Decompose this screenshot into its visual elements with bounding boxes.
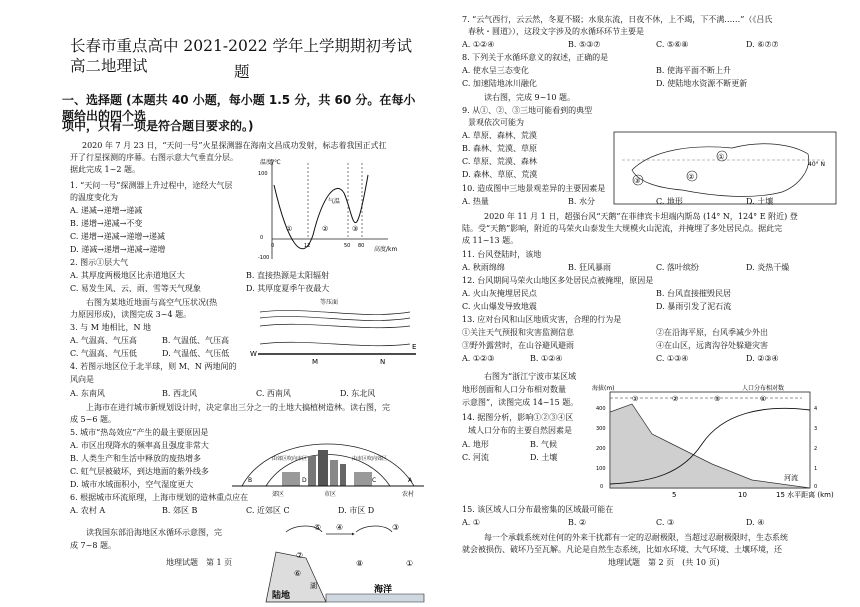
atm-xtick-80: 80	[358, 243, 365, 249]
question-8: 8. 下列关于水循环意义的叙述，正确的是	[462, 53, 609, 62]
option-13c: C. ①③④	[656, 354, 689, 363]
option-14a: A. 地形	[462, 440, 489, 449]
option-1b: B. 递增→递减→不变	[70, 219, 143, 228]
profile-rtick-0: 0	[814, 484, 818, 490]
question-6: 6. 根据城市环流原理，上海市规划的造林重点应在	[70, 493, 249, 502]
profile-ytick-400: 400	[596, 406, 606, 412]
option-14d: D. 土壤	[530, 453, 558, 462]
intro-3-4: 右图为某地近地面与高空气压状况(热	[86, 298, 218, 307]
map-point-3: ③	[634, 177, 641, 185]
option-13b: B. ①②④	[530, 354, 563, 363]
option-4a: A. 东南风	[70, 389, 105, 398]
intro-14-15b: 地形剖面和人口分布相对数量	[462, 385, 566, 394]
option-10d: D. 土壤	[746, 197, 774, 206]
option-9c: C. 草原、荒漠、森林	[462, 157, 537, 166]
option-11a: A. 秋雨绵绵	[462, 263, 505, 272]
option-5a: A. 市区出现降水的频率高且强度非常大	[70, 441, 209, 450]
water-4: ④	[336, 523, 344, 532]
city-c: C	[372, 477, 377, 484]
dome-label-left: 由郊区吹向市区	[272, 456, 308, 462]
profile-zone-2: ②	[672, 395, 679, 403]
option-14b: B. 气候	[530, 440, 557, 449]
intro-9-10: 读右图，完成 9~10 题。	[484, 93, 576, 102]
option-4b: B. 西北风	[162, 389, 197, 398]
question-5: 5. 城市“热岛效应”产生的最主要原因是	[70, 428, 209, 437]
intro-11-13: 2020 年 11 月 1 日，超强台风“天鹅”在菲律宾卡坦端内斯岛 (14° N，124° E 附近) 登	[484, 212, 798, 221]
atmosphere-layers-figure	[258, 155, 418, 267]
option-6a: A. 农村 A	[70, 506, 106, 515]
profile-ytick-300: 300	[596, 426, 606, 432]
option-12b: B. 台风直接摧毁民居	[656, 289, 731, 298]
china-map-figure	[612, 130, 838, 206]
profile-zone-1: ①	[632, 395, 639, 403]
option-10c: C. 地形	[656, 197, 683, 206]
option-6d: D. 市区 D	[338, 506, 375, 515]
intro-11-13b: 陆。受“天鹅”影响，附近的马荣火山泰发生大规模火山泥流，并掩埋了多处居民点。据此完	[462, 224, 783, 233]
profile-xtick-10: 10	[738, 491, 747, 499]
intro-14-15c: 示意图”，读图完成 14~15 题。	[462, 398, 579, 407]
water-8: ⑧	[356, 559, 364, 568]
intro-7-8b: 成 7~8 题。	[70, 541, 116, 550]
water-lake: 湖	[310, 582, 317, 590]
option-1a: A. 递减→递增→递减	[70, 206, 143, 215]
intro-3-4b: 力原因形成)，读图完成 3~4 题。	[70, 310, 192, 319]
heat-island-figure	[232, 420, 424, 500]
option-3b: B. 气温低、气压高	[162, 336, 229, 345]
intro-11-13c: 成 11~13 题。	[462, 236, 519, 245]
question-9: 9. 从①、②、③三地可能看到的典型	[462, 106, 593, 115]
atm-xtick-12: 12	[304, 243, 311, 249]
city-rural: 农村	[402, 491, 415, 498]
city-urban: 市区	[324, 491, 337, 498]
option-8d: D. 使陆地水资源不断更新	[656, 79, 748, 88]
atm-tick-0: 0	[260, 235, 264, 241]
profile-ytick-0: 0	[600, 484, 604, 490]
profile-zone-3: ③	[714, 395, 721, 403]
option-5d: D. 城市水域面积小，空气湿度更大	[70, 480, 194, 489]
profile-rtick-3: 3	[814, 426, 818, 432]
passage-16-line2: 就会被损伤、破坏乃至瓦解。凡论是自然生态系统，比如水环境、大气环境、土壤环境，还	[462, 545, 782, 554]
option-10b: B. 水分	[568, 197, 595, 206]
question-7b: 春秋・圆道》），这段文字涉及的水循环环节主要是	[468, 27, 644, 36]
city-suburb: 郊区	[272, 491, 285, 498]
option-3d: D. 气温低、气压低	[162, 349, 230, 358]
section-heading-line1: 一、选择题 (本题共 40 小题，每小题 1.5 分，共 60 分。在每小题给出的四个选	[62, 93, 416, 123]
option-3c: C. 气温高、气压低	[70, 349, 137, 358]
option-2a: A. 其厚度两极地区比赤道地区大	[70, 271, 185, 280]
intro-1-2c: 据此完成 1~2 题。	[70, 165, 140, 174]
statement-13-3: ③野外露营时，在山谷避风避雨	[462, 341, 574, 350]
water-7: ⑦	[296, 551, 304, 560]
profile-xlabel: 15 水平距离 (km)	[776, 491, 834, 499]
question-14b: 域人口分布的主要自然因素是	[468, 426, 572, 435]
option-4c: C. 西南风	[256, 389, 291, 398]
option-8c: C. 加速陆地冰川融化	[462, 79, 537, 88]
atm-layer-2: ②	[322, 225, 329, 233]
water-land: 陆地	[272, 591, 291, 601]
option-12a: A. 火山灰掩埋居民点	[462, 289, 537, 298]
option-2c: C. 易发生风、云、雨、雪等天气现象	[70, 284, 201, 293]
intro-1-2: 2020 年 7 月 23 日，“天问一号”火星探测器在海南文昌成功发射，标志着我国正式扛	[82, 141, 387, 150]
option-7a: A. ①②④	[462, 40, 495, 49]
question-13: 13. 应对台风和山区地质灾害，合理的行为是	[462, 315, 622, 324]
option-8b: B. 使海平面不断上升	[656, 66, 731, 75]
option-15b: B. ②	[568, 518, 587, 527]
atm-layer-1: ①	[286, 225, 293, 233]
option-5b: B. 人类生产和生活中释放的废热增多	[70, 454, 201, 463]
section-heading-line2: 项中，只有一项是符合题目要求的。)	[62, 119, 254, 133]
statement-13-4: ④在山区，远离沟谷处躲避灾害	[656, 341, 768, 350]
water-1: ①	[406, 559, 414, 568]
option-11b: B. 狂风暴雨	[568, 263, 611, 272]
water-cycle-figure	[256, 522, 426, 604]
map-point-2: ②	[688, 173, 695, 181]
option-4d: D. 东北风	[340, 389, 376, 398]
question-12: 12. 台风期间马荣火山地区多处居民点被掩埋，原因是	[462, 276, 654, 285]
footer-page-2: 地理试题 第 2 页 (共 10 页)	[608, 558, 720, 567]
profile-rtick-4: 4	[814, 406, 818, 412]
atm-xlabel: 高度/km	[374, 246, 398, 253]
option-15a: A. ①	[462, 518, 481, 527]
option-11c: C. 落叶缤纷	[656, 263, 699, 272]
question-4: 4. 若图示地区位于北半球，则 M、N 两地间的	[70, 362, 237, 371]
option-9a: A. 草原、森林、荒漠	[462, 131, 537, 140]
question-1: 1. “天问一号”探测器上升过程中，途经大气层	[70, 181, 233, 190]
profile-ylabel-right: 人口分布相对数	[742, 385, 785, 392]
water-6: ⑥	[294, 569, 302, 578]
question-9b: 景观依次可能为	[468, 118, 524, 127]
atm-layer-3: ③	[352, 225, 359, 233]
passage-16-line1: 每一个承载系统对住何的外来干扰都有一定的忍耐极限，当超过忍耐极限时，生态系统	[484, 533, 788, 542]
profile-ytick-200: 200	[596, 446, 606, 452]
option-15c: C. ③	[656, 518, 675, 527]
water-3: ③	[392, 523, 400, 532]
option-9b: B. 森林、荒漠、草原	[462, 144, 537, 153]
intro-7-8: 读我国东部沿海地区水循环示意图，完	[86, 528, 222, 537]
pressure-e: E	[412, 343, 417, 351]
question-7: 7. “云气西行，云云然，冬夏不辍；水泉东流，日夜不休，上不竭，下不满……”（《吕氏	[462, 15, 773, 24]
option-9d: D. 森林、草原、荒漠	[462, 170, 538, 179]
option-12c: C. 火山爆发导致地震	[462, 302, 537, 311]
map-point-1: ①	[718, 153, 725, 161]
dome-label-right: 由市区吹向郊区	[352, 456, 388, 462]
intro-1-2b: 开了行星探测的序幕。右图示意大气垂直分层。	[70, 153, 238, 162]
option-2b: B. 直接热源是太阳辐射	[246, 271, 329, 280]
footer-page-1: 地理试题 第 1 页	[166, 558, 233, 567]
profile-river: 河流	[784, 474, 798, 482]
question-4b: 风向是	[70, 375, 94, 384]
map-latitude: 40° N	[808, 161, 826, 168]
pressure-figure	[250, 296, 420, 366]
profile-zone-4: ④	[760, 395, 767, 403]
question-11: 11. 台风登陆时，该地	[462, 250, 542, 259]
question-3: 3. 与 M 地相比，N 地	[70, 323, 151, 332]
intro-5-6b: 成 5~6 题。	[70, 415, 116, 424]
option-3a: A. 气温高、气压高	[70, 336, 137, 345]
option-7d: D. ⑥⑦⑦	[746, 40, 779, 49]
option-7c: C. ⑤⑥⑧	[656, 40, 689, 49]
question-14: 14. 据图分析，影响①②③④区	[462, 413, 574, 422]
atm-xtick-50: 50	[344, 243, 351, 249]
option-12d: D. 暴雨引发了泥石流	[656, 302, 732, 311]
question-2: 2. 图示①层大气	[70, 258, 129, 267]
option-10a: A. 热量	[462, 197, 489, 206]
atm-ylabel: 温度/℃	[260, 159, 281, 166]
option-7b: B. ⑤③⑦	[568, 40, 601, 49]
atm-tick-neg100: -100	[258, 255, 270, 261]
question-1b: 的温度变化为	[70, 193, 118, 202]
city-a: A	[408, 477, 413, 484]
statement-13-2: ②在沿海平原，台风季减少外出	[656, 328, 768, 337]
atm-temp-label: 气温	[328, 198, 341, 205]
pressure-w: W	[250, 350, 257, 358]
option-8a: A. 使水呈三态变化	[462, 66, 529, 75]
profile-ytick-100: 100	[596, 466, 606, 472]
intro-14-15: 右图为“浙江宁波市某区域	[484, 372, 577, 381]
question-10: 10. 造成图中三地景观差异的主要因素是	[462, 184, 606, 193]
option-1d: D. 递减→递增→递减→递增	[70, 245, 166, 254]
profile-rtick-2: 2	[814, 446, 818, 452]
statement-13-1: ①关注天气预报和灾害监测信息	[462, 328, 574, 337]
isobar-label: 等压面	[320, 299, 339, 306]
intro-5-6: 上海市在进行城市新规划设计时，决定拿出三分之一的土地大搞植树造林。读右图，完	[86, 403, 390, 412]
option-2d: D. 其厚度夏季午夜最大	[246, 284, 330, 293]
option-13d: D. ②③④	[746, 354, 779, 363]
water-ocean: 海洋	[374, 585, 393, 595]
profile-ylabel: 海拔(m)	[592, 385, 615, 392]
option-11d: D. 炎热干燥	[746, 263, 790, 272]
pressure-n: N	[380, 358, 386, 366]
option-13a: A. ①②③	[462, 354, 495, 363]
atm-xtick-0: 0	[271, 243, 275, 249]
option-5c: C. 虹气层被破坏，到达地面的紫外线多	[70, 467, 209, 476]
profile-xtick-5: 5	[672, 491, 677, 499]
option-6b: B. 郊区 B	[162, 506, 198, 515]
option-14c: C. 河流	[462, 453, 489, 462]
city-b: B	[248, 477, 253, 484]
city-d: D	[302, 477, 307, 484]
profile-rtick-1: 1	[814, 466, 818, 472]
question-15: 15. 该区域人口分布最密集的区域最可能在	[462, 505, 614, 514]
exam-title-line1: 长春市重点高中 2021-2022 学年上学期期初考试高二地理试	[70, 37, 412, 75]
option-15d: D. ④	[746, 518, 765, 527]
terrain-population-figure	[592, 384, 842, 506]
exam-title-line2: 题	[234, 63, 250, 81]
atm-tick-100: 100	[258, 171, 268, 177]
option-1c: C. 递增→递减→递增→递减	[70, 232, 166, 241]
water-5: ⑤	[314, 523, 322, 532]
pressure-m: M	[312, 358, 319, 366]
option-6c: C. 近郊区 C	[246, 506, 290, 515]
